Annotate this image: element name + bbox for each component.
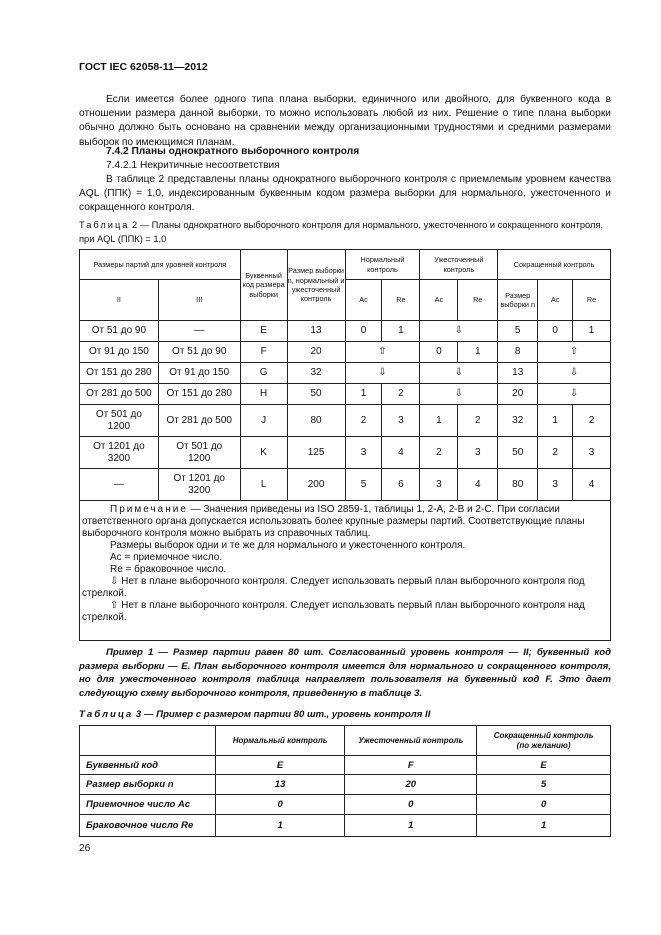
cell-letter-code: G [240,363,287,384]
table-row [80,363,611,384]
page-number: 26 [79,843,91,854]
cell-reduced-sample: 20 [498,384,538,405]
cell-reduced-ac: 2 [538,437,573,469]
cell-tightened: 0 [345,795,477,815]
row-label: Браковочное число Re [80,815,216,837]
cell-tightened: F [345,756,477,775]
cell-normal: E [215,756,345,775]
down-arrow-icon: ⇩ [110,576,119,587]
cell-letter-code: E [240,321,287,342]
cell-letter-code: J [240,405,287,437]
cell-normal-re: 2 [382,384,420,405]
cell-tightened: 20 [345,775,477,795]
cell-reduced-sample: 50 [498,437,538,469]
col-head-reduced-sample: Размер выборки n [498,280,538,321]
document-header: ГОСТ IEC 62058-11—2012 [79,61,208,73]
cell-tightened-ac: 3 [420,469,458,501]
col-head-normal-re: Re [382,280,420,321]
cell-reduced-ac: 3 [538,469,573,501]
table-note-row [80,501,611,641]
table-row [80,342,611,363]
cell-lot-level-2: От 1201 до 3200 [80,437,159,469]
table-row [80,469,611,501]
cell-sample-size: 20 [287,342,345,363]
cell-normal-re: 1 [382,321,420,342]
cell-reduced-sample: 8 [498,342,538,363]
example-table [79,725,611,837]
cell-lot-level-2: От 501 до 1200 [80,405,159,437]
col-head-tightened-re: Re [458,280,498,321]
note-up-arrow-text: Нет в плане выборочного контроля. Следует использовать первый план выборочного контроля над стрелкой. [82,600,585,623]
cell-tightened-re: 4 [458,469,498,501]
col-head-sample-size: Размер выборки n, нормальный и ужесточенный контроль [287,250,345,321]
cell-normal-re: 4 [382,437,420,469]
cell-sample-size: 80 [287,405,345,437]
cell-reduced: 0 [477,795,611,815]
down-arrow-icon: ⇩ [420,321,498,342]
cell-lot-level-2: — [80,469,159,501]
cell-lot-level-2: От 91 до 150 [80,342,159,363]
col-head-normal: Нормальный контроль [345,250,420,280]
down-arrow-icon: ⇩ [538,363,611,384]
cell-letter-code: L [240,469,287,501]
note-down-arrow-text: Нет в плане выборочного контроля. Следует использовать первый план выборочного контроля под стрелкой. [82,576,585,599]
col-head-reduced: Сокращенный контроль (по желанию) [477,726,611,756]
cell-reduced: E [477,756,611,775]
table-row [80,405,611,437]
cell-lot-level-2: От 51 до 90 [80,321,159,342]
table3-caption [79,708,611,722]
cell-normal-ac: 0 [345,321,382,342]
table-row [80,756,611,775]
col-head-tightened: Ужесточенный контроль [420,250,498,280]
table-note [80,501,611,641]
col-head-lot-sizes: Размеры партий для уровней контроля [80,250,241,280]
col-head-reduced-re: Re [573,280,611,321]
cell-reduced-sample: 5 [498,321,538,342]
cell-lot-level-2: От 151 до 280 [80,363,159,384]
cell-reduced: 5 [477,775,611,795]
cell-normal-ac: 1 [345,384,382,405]
cell-tightened-re: 1 [458,342,498,363]
note-ac-definition: Ac = приемочное число. [110,552,223,563]
row-label: Приемочное число Ac [80,795,216,815]
cell-sample-size: 50 [287,384,345,405]
col-head-reduced: Сокращенный контроль [498,250,611,280]
cell-sample-size: 13 [287,321,345,342]
sampling-plans-table [79,249,611,641]
col-head-reduced-ac: Ac [538,280,573,321]
cell-normal-ac: 2 [345,405,382,437]
table2-caption [79,219,611,246]
table2-caption-prefix: Таблица [79,220,130,230]
cell-reduced-re: 1 [573,321,611,342]
row-label: Размер выборки n [80,775,216,795]
cell-reduced-sample: 32 [498,405,538,437]
cell-tightened: 1 [345,815,477,837]
note-text: — Значения приведены из ISO 2859-1, таблицы 1, 2-А, 2-В и 2-С. При согласии ответственного органа допускается использовать более крупные размеры партий. Соответствующие планы выборочного контроля можно выбрать из справочных таблиц. [82,504,585,539]
cell-sample-size: 32 [287,363,345,384]
cell-reduced-re: 4 [573,469,611,501]
table-row [80,321,611,342]
cell-reduced: 1 [477,815,611,837]
table3-corner-cell [80,726,216,756]
cell-letter-code: F [240,342,287,363]
cell-reduced-ac: 0 [538,321,573,342]
cell-normal-re: 6 [382,469,420,501]
note-label: Примечание [110,504,188,515]
row-label: Буквенный код [80,756,216,775]
cell-lot-level-3: От 281 до 500 [158,405,240,437]
cell-normal-re: 3 [382,405,420,437]
cell-reduced-sample: 13 [498,363,538,384]
col-head-letter-code: Буквенный код размера выборки [240,250,287,321]
down-arrow-icon: ⇩ [538,384,611,405]
cell-normal-ac: 5 [345,469,382,501]
table-reference-paragraph: В таблице 2 представлены планы однократного выборочного контроля с приемлемым уровнем качества AQL (ППК) = 1,0, индексированным буквенным кодом размера выборки для нормального, ужесточенного и сокращенного контроля. [79,174,611,214]
note-re-definition: Re = браковочное число. [110,564,227,575]
cell-normal: 13 [215,775,345,795]
cell-lot-level-3: От 51 до 90 [158,342,240,363]
cell-reduced-re: 2 [573,405,611,437]
down-arrow-icon: ⇩ [345,363,420,384]
up-arrow-icon: ⇧ [110,600,119,611]
cell-lot-level-3: От 1201 до 3200 [158,469,240,501]
col-head-normal: Нормальный контроль [215,726,345,756]
table3-caption-text: 3 — Пример с размером партии 80 шт., уровень контроля II [133,709,431,720]
cell-normal: 0 [215,795,345,815]
cell-tightened-ac: 2 [420,437,458,469]
up-arrow-icon: ⇧ [538,342,611,363]
col-head-level-2: II [80,280,159,321]
table-row [80,384,611,405]
up-arrow-icon: ⇧ [345,342,420,363]
table-row [80,775,611,795]
cell-reduced-re: 3 [573,437,611,469]
cell-reduced-ac: 1 [538,405,573,437]
down-arrow-icon: ⇩ [420,384,498,405]
col-head-tightened: Ужесточенный контроль [345,726,477,756]
cell-normal-ac: 3 [345,437,382,469]
down-arrow-icon: ⇩ [420,363,498,384]
note-sample-sizes: Размеры выборок одни и те же для нормального и ужесточенного контроля. [110,540,466,551]
intro-paragraph: Если имеется более одного типа плана выборки, единичного или двойного, для буквенного кода в отношении размера данной выборки, то можно использовать любой из них. Решение о типе плана выборки обычно должно быть основано на сравнении между организационными трудностями и средними размерами выборок по имеющимся планам. [79,94,611,148]
example-paragraph: Пример 1 — Размер партии равен 80 шт. Согласованный уровень контроля — II; буквенный код размера выборки — E. План выборочного контроля имеется для нормального и сокращенного контроля, но для ужесточенного контроля таблица направляет пользователя на буквенный код F. Это дает следующую схему выборочного контроля, приведенную в таблице 3. [79,647,611,699]
subsection-heading: 7.4.2.1 Некритичные несоответствия [106,160,280,171]
table-row [80,795,611,815]
table2-caption-text: 2 — Планы однократного выборочного контроля для нормального, ужесточенного и сокращенного контроля, при AQL (ППК) = 1,0 [79,220,604,244]
table3-caption-prefix: Таблица [79,709,134,720]
table-row [80,815,611,837]
cell-reduced-sample: 80 [498,469,538,501]
cell-tightened-ac: 1 [420,405,458,437]
col-head-normal-ac: Ac [345,280,382,321]
cell-lot-level-3: — [158,321,240,342]
col-head-tightened-ac: Ac [420,280,458,321]
cell-letter-code: K [240,437,287,469]
cell-lot-level-3: От 501 до 1200 [158,437,240,469]
cell-lot-level-3: От 91 до 150 [158,363,240,384]
cell-normal: 1 [215,815,345,837]
cell-letter-code: H [240,384,287,405]
cell-sample-size: 200 [287,469,345,501]
cell-tightened-re: 3 [458,437,498,469]
cell-tightened-re: 2 [458,405,498,437]
cell-lot-level-2: От 281 до 500 [80,384,159,405]
cell-sample-size: 125 [287,437,345,469]
section-heading: 7.4.2 Планы однократного выборочного контроля [106,146,360,157]
table-row [80,437,611,469]
col-head-level-3: III [158,280,240,321]
cell-lot-level-3: От 151 до 280 [158,384,240,405]
cell-tightened-ac: 0 [420,342,458,363]
